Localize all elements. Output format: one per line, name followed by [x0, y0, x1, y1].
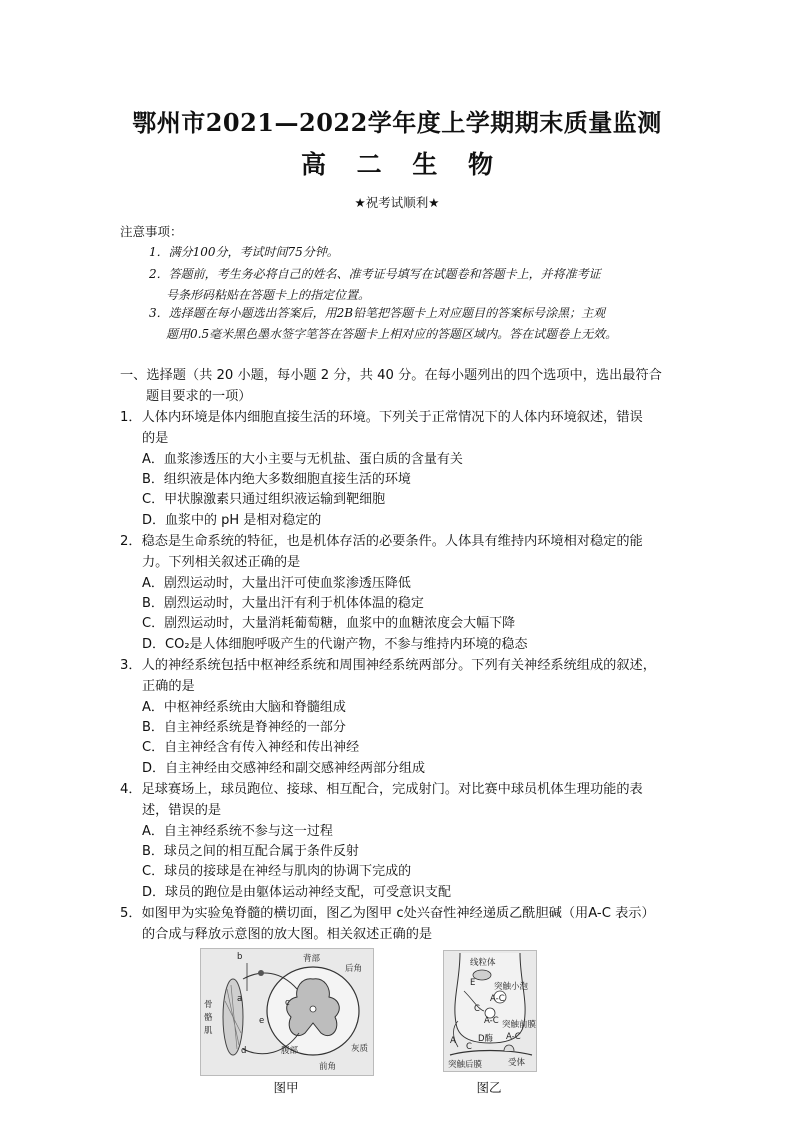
- figure-yi: [443, 950, 537, 1072]
- question-4-option-a: A．自主神经系统不参与这一过程: [142, 824, 333, 839]
- fig-yi-label-ac-3: A-C: [506, 1032, 521, 1042]
- fig-jia-label-dorsal-horn: 后角: [345, 964, 363, 974]
- question-2-stem-cont: 力。下列相关叙述正确的是: [142, 555, 301, 570]
- fig-yi-label-a: A: [450, 1036, 456, 1046]
- note-item: 号条形码粘贴在答题卡上的指定位置。: [166, 288, 371, 302]
- fig-yi-label-ac-2: A-C: [484, 1016, 499, 1026]
- synapse-diagram: [444, 951, 536, 1071]
- question-2-option-c: C．剧烈运动时，大量消耗葡萄糖，血浆中的血糖浓度会大幅下降: [142, 616, 516, 631]
- good-luck-line: ★祝考试顺利★: [354, 195, 440, 210]
- question-5-stem-cont: 的合成与释放示意图的放大图。相关叙述正确的是: [142, 927, 433, 942]
- section-heading: 一、选择题（共 20 小题，每小题 2 分，共 40 分。在每小题列出的四个选项中，选出最符合: [120, 368, 662, 383]
- fig-jia-label-gray-matter: 灰质: [351, 1044, 369, 1054]
- question-1-option-c: C．甲状腺激素只通过组织液运输到靶细胞: [142, 492, 386, 507]
- note-item: 2．答题前，考生务必将自己的姓名、准考证号填写在试题卷和答题卡上，并将准考证: [149, 267, 601, 281]
- question-3-option-a: A．中枢神经系统由大脑和脊髓组成: [142, 700, 346, 715]
- question-2-stem: 2．稳态是生命系统的特征，也是机体存活的必要条件。人体具有维持内环境相对稳定的能: [120, 534, 643, 549]
- question-3-option-b: B．自主神经系统是脊神经的一部分: [142, 720, 346, 735]
- question-4-stem-cont: 述，错误的是: [142, 803, 222, 818]
- question-4-option-c: C．球员的接球是在神经与肌肉的协调下完成的: [142, 864, 412, 879]
- fig-jia-label-ge: 骼: [204, 1013, 213, 1023]
- fig-jia-label-ji: 肌: [204, 1026, 213, 1036]
- fig-yi-label-c-1: C: [474, 1004, 480, 1014]
- question-3-stem-cont: 正确的是: [142, 679, 195, 694]
- fig-jia-label-dorsal: 背部: [303, 954, 321, 964]
- question-3-stem: 3．人的神经系统包括中枢神经系统和周围神经系统两部分。下列有关神经系统组成的叙述，: [120, 658, 656, 673]
- question-5-stem: 5．如图甲为实验兔脊髓的横切面，图乙为图甲 c处兴奋性神经递质乙酰胆碱（用A-C 表示）: [120, 906, 655, 921]
- fig-yi-label-presynaptic: 突触前膜: [502, 1020, 536, 1030]
- fig-yi-label-receptor: 受体: [508, 1058, 526, 1068]
- question-1-option-d: D．血浆中的 pH 是相对稳定的: [142, 513, 322, 528]
- question-3-option-c: C．自主神经含有传入神经和传出神经: [142, 740, 360, 755]
- fig-yi-label-d-enzyme: D酶: [478, 1034, 494, 1044]
- question-4-stem: 4．足球赛场上，球员跑位、接球、相互配合，完成射门。对比赛中球员机体生理功能的表: [120, 782, 643, 797]
- question-1-option-a: A．血浆渗透压的大小主要与无机盐、蛋白质的含量有关: [142, 452, 463, 467]
- fig-yi-label-vesicle: 突触小泡: [494, 982, 529, 992]
- fig-yi-label-postsynaptic: 突触后膜: [448, 1060, 483, 1070]
- question-2-option-b: B．剧烈运动时，大量出汗有利于机体体温的稳定: [142, 596, 424, 611]
- fig-yi-label-c-2: C: [466, 1042, 472, 1052]
- fig-yi-label-mitochondria: 线粒体: [470, 958, 496, 968]
- subject-title: 高 二 生 物: [300, 150, 494, 179]
- note-item: 1．满分100分，考试时间75分钟。: [149, 245, 339, 259]
- section-heading-cont: 题目要求的一项）: [146, 389, 252, 404]
- note-item: 题用0.5毫米黑色墨水签字笔答在答题卡上相对应的答题区域内。答在试题卷上无效。: [166, 327, 618, 341]
- question-2-option-d: D．CO₂是人体细胞呼吸产生的代谢产物，不参与维持内环境的稳态: [142, 637, 528, 652]
- question-2-option-a: A．剧烈运动时，大量出汗可使血浆渗透压降低: [142, 576, 411, 591]
- question-4-option-d: D．球员的跑位是由躯体运动神经支配，可受意识支配: [142, 885, 452, 900]
- fig-jia-label-b: b: [237, 952, 243, 962]
- spinal-cord-cross-section-diagram: [201, 949, 373, 1075]
- notes-heading: 注意事项：: [120, 224, 183, 239]
- fig-jia-label-ventral: 腹部: [281, 1046, 299, 1056]
- fig-yi-label-ac-1: A-C: [490, 994, 505, 1004]
- fig-jia-label-c: c: [285, 998, 290, 1008]
- fig-jia-label-d: d: [241, 1046, 247, 1056]
- fig-jia-label-gu: 骨: [204, 1000, 213, 1010]
- figure-jia-caption: 图甲: [273, 1080, 299, 1095]
- figure-jia: [200, 948, 374, 1076]
- question-1-stem-cont: 的是: [142, 431, 169, 446]
- question-4-option-b: B．球员之间的相互配合属于条件反射: [142, 844, 359, 859]
- fig-jia-label-e: e: [259, 1016, 265, 1026]
- fig-yi-label-e: E: [470, 978, 476, 988]
- question-1-stem: 1．人体内环境是体内细胞直接生活的环境。下列关于正常情况下的人体内环境叙述，错误: [120, 410, 643, 425]
- fig-jia-label-a: a: [237, 994, 243, 1004]
- question-1-option-b: B．组织液是体内绝大多数细胞直接生活的环境: [142, 472, 411, 487]
- figure-yi-caption: 图乙: [476, 1080, 502, 1095]
- note-item: 3．选择题在每小题选出答案后，用2B铅笔把答题卡上对应题目的答案标号涂黑；主观: [149, 306, 606, 320]
- question-3-option-d: D．自主神经由交感神经和副交感神经两部分组成: [142, 761, 426, 776]
- exam-title: 鄂州市2021—2022学年度上学期期末质量监测: [132, 108, 662, 137]
- fig-jia-label-ventral-horn: 前角: [319, 1062, 337, 1072]
